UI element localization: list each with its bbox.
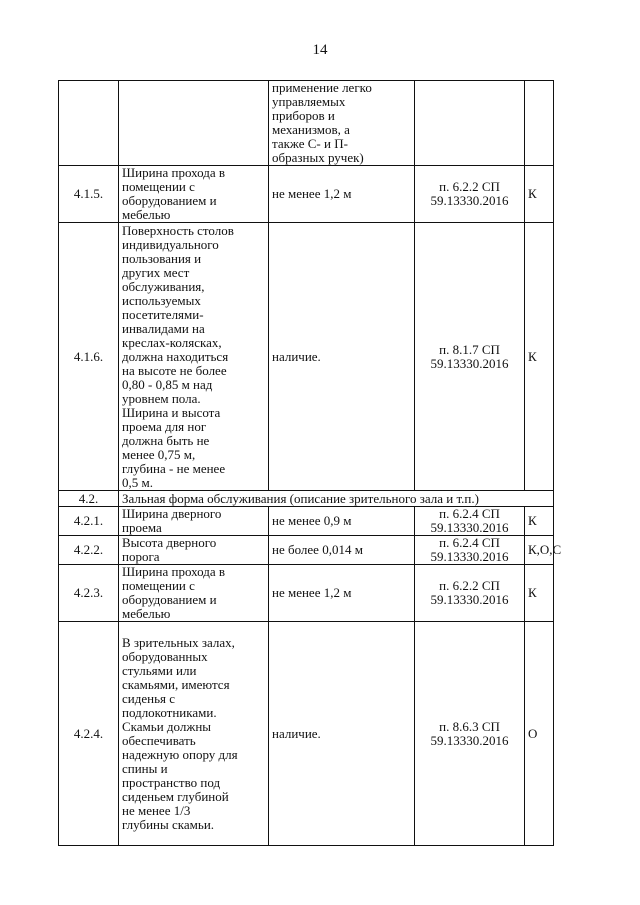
table-row	[59, 81, 554, 166]
reference-cell	[415, 81, 525, 166]
table-row	[59, 166, 554, 223]
requirements-table	[58, 80, 562, 846]
category-cell	[525, 81, 554, 166]
indicator-cell: Высота дверного порога	[119, 536, 269, 565]
reference-cell: п. 6.2.2 СП 59.13330.2016	[415, 166, 525, 223]
section-title: Зальная форма обслуживания (описание зрительного зала и т.п.)	[119, 491, 554, 507]
reference-cell: п. 8.1.7 СП 59.13330.2016	[415, 223, 525, 491]
category-cell: О	[525, 622, 554, 846]
category-cell: К	[525, 223, 554, 491]
table-row	[59, 223, 554, 491]
row-number: 4.2.1.	[59, 507, 119, 536]
page-number: 14	[312, 42, 328, 58]
row-number: 4.1.6.	[59, 223, 119, 491]
row-number: 4.1.5.	[59, 166, 119, 223]
requirement-cell: наличие.	[269, 622, 415, 846]
table-row	[59, 507, 554, 536]
reference-cell: п. 8.6.3 СП 59.13330.2016	[415, 622, 525, 846]
category-cell: К	[525, 507, 554, 536]
category-cell: К	[525, 565, 554, 622]
indicator-cell: Ширина дверного проема	[119, 507, 269, 536]
section-row	[59, 491, 554, 507]
indicator-cell: Ширина прохода в помещении с оборудованием и мебелью	[119, 565, 269, 622]
reference-cell: п. 6.2.4 СП 59.13330.2016	[415, 507, 525, 536]
indicator-cell	[119, 81, 269, 166]
category-cell: К,О,С	[525, 536, 554, 565]
reference-cell: п. 6.2.4 СП 59.13330.2016	[415, 536, 525, 565]
section-number: 4.2.	[59, 491, 119, 507]
category-cell: К	[525, 166, 554, 223]
table-row	[59, 536, 554, 565]
requirement-cell: не менее 1,2 м	[269, 166, 415, 223]
requirement-cell: не менее 0,9 м	[269, 507, 415, 536]
indicator-cell: Поверхность столов индивидуального пользования и других мест обслуживания, используемых посетителями- инвалидами на креслах-колясках, должна находиться на высоте не более 0,80 - 0,85 м над уровнем пола. Ширина и высота проема для ног должна быть не менее 0,75 м, глубина - не менее 0,5 м.	[119, 223, 269, 491]
row-number: 4.2.2.	[59, 536, 119, 565]
indicator-cell: В зрительных залах, оборудованных стульями или скамьями, имеются сиденья с подлокотниками. Скамьи должны обеспечивать надежную опору для спины и пространство под сиденьем глубиной не менее 1/3 глубины скамьи.	[119, 622, 269, 846]
reference-cell: п. 6.2.2 СП 59.13330.2016	[415, 565, 525, 622]
requirement-cell: применение легко управляемых приборов и механизмов, а также С- и П- образных ручек)	[269, 81, 415, 166]
indicator-cell: Ширина прохода в помещении с оборудованием и мебелью	[119, 166, 269, 223]
requirement-cell: не менее 1,2 м	[269, 565, 415, 622]
row-number: 4.2.3.	[59, 565, 119, 622]
requirement-cell: наличие.	[269, 223, 415, 491]
row-number	[59, 81, 119, 166]
requirement-cell: не более 0,014 м	[269, 536, 415, 565]
row-number: 4.2.4.	[59, 622, 119, 846]
table-row	[59, 622, 554, 846]
table-row	[59, 565, 554, 622]
